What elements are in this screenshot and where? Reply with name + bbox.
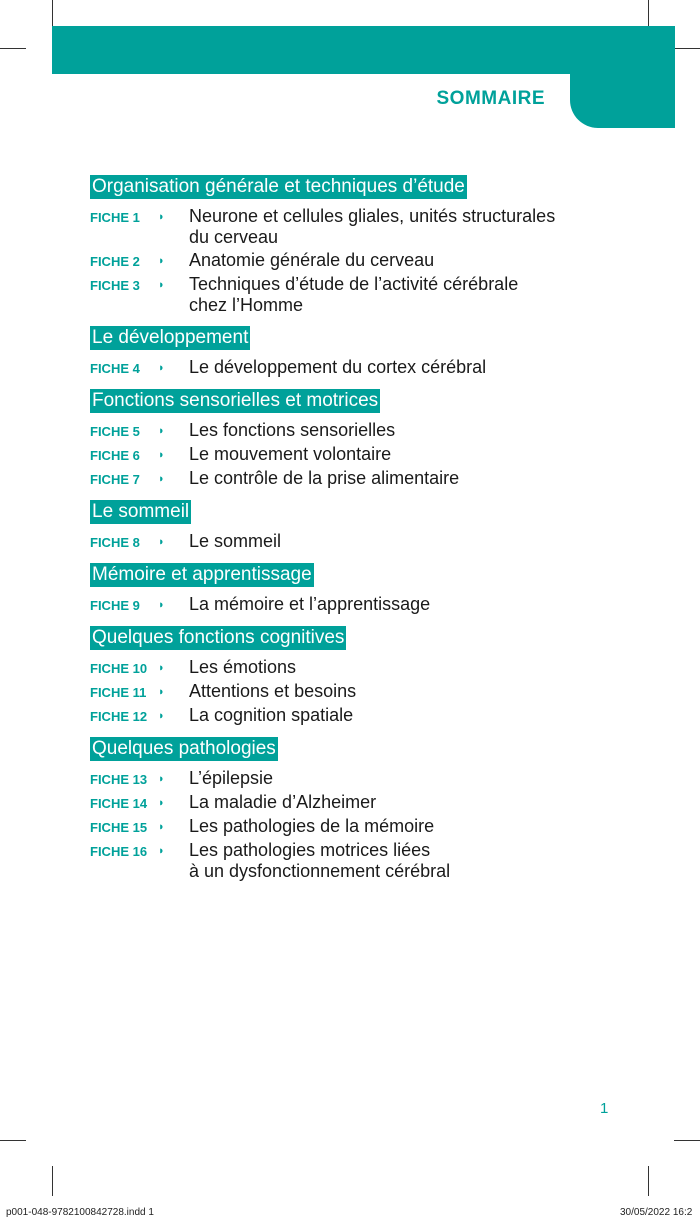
fiche-label: FICHE 7 (90, 472, 140, 487)
toc-entry[interactable] (90, 681, 610, 703)
arrow-bullet-icon: ◗ (158, 362, 165, 374)
fiche-label: FICHE 13 (90, 772, 148, 787)
fiche-label: FICHE 10 (90, 661, 148, 676)
arrow-bullet-icon: ◗ (158, 536, 165, 548)
crop-mark (674, 48, 700, 49)
crop-mark (648, 1166, 649, 1196)
toc-entry[interactable] (90, 816, 610, 838)
crop-mark (648, 0, 649, 26)
toc-entry[interactable] (90, 792, 610, 814)
arrow-bullet-icon: ◗ (158, 211, 165, 223)
fiche-label: FICHE 15 (90, 820, 148, 835)
toc-section (90, 175, 610, 316)
arrow-bullet-icon: ◗ (158, 710, 165, 722)
section-title: Le sommeil (92, 501, 190, 522)
entry-title-line: Anatomie générale du cerveau (189, 250, 435, 270)
entry-title-line: Les pathologies motrices liées (189, 840, 431, 860)
toc-entry[interactable] (90, 420, 610, 442)
toc-entry[interactable] (90, 657, 610, 679)
crop-mark (0, 48, 26, 49)
entry-title-line: L’épilepsie (189, 768, 274, 788)
arrow-bullet-icon: ◗ (158, 599, 165, 611)
entry-title-line: La maladie d’Alzheimer (189, 792, 377, 812)
entry-title (189, 357, 486, 378)
entry-title (189, 206, 555, 248)
section-title: Le développement (92, 327, 249, 348)
entry-title (189, 531, 281, 552)
toc-section (90, 326, 610, 379)
section-title: Mémoire et apprentissage (92, 564, 312, 585)
toc-entry[interactable] (90, 357, 610, 379)
entry-title (189, 594, 430, 615)
table-of-contents (90, 175, 610, 892)
entry-title-line: Techniques d’étude de l’activité cérébrale (189, 274, 519, 294)
page-title: SOMMAIRE (436, 88, 545, 109)
fiche-label: FICHE 1 (90, 210, 140, 225)
print-slug-file: p001-048-9782100842728.indd 1 (6, 1207, 154, 1218)
toc-entry[interactable] (90, 594, 610, 616)
toc-entry[interactable] (90, 531, 610, 553)
entry-title-line: à un dysfonctionnement cérébral (189, 861, 451, 881)
section-title: Quelques fonctions cognitives (92, 627, 345, 648)
entry-title-line: Le sommeil (189, 531, 282, 551)
toc-entry[interactable] (90, 468, 610, 490)
entry-title-line: Le contrôle de la prise alimentaire (189, 468, 460, 488)
section-title: Fonctions sensorielles et motrices (92, 390, 379, 411)
entry-title (189, 657, 296, 678)
entry-title (189, 681, 356, 702)
toc-entry[interactable] (90, 274, 610, 316)
crop-mark (52, 0, 53, 26)
fiche-label: FICHE 3 (90, 278, 140, 293)
arrow-bullet-icon: ◗ (158, 686, 165, 698)
entry-title-line: La cognition spatiale (189, 705, 354, 725)
fiche-label: FICHE 5 (90, 424, 140, 439)
arrow-bullet-icon: ◗ (158, 797, 165, 809)
entry-title-line: La mémoire et l’apprentissage (189, 594, 431, 614)
fiche-label: FICHE 2 (90, 254, 140, 269)
entry-title-line: Le mouvement volontaire (189, 444, 392, 464)
toc-entry[interactable] (90, 768, 610, 790)
fiche-label: FICHE 9 (90, 598, 140, 613)
page-number: 1 (600, 1100, 609, 1117)
toc-entry[interactable] (90, 444, 610, 466)
arrow-bullet-icon: ◗ (158, 255, 165, 267)
entry-title (189, 250, 434, 271)
entry-title (189, 420, 395, 441)
arrow-bullet-icon: ◗ (158, 425, 165, 437)
entry-title (189, 468, 459, 489)
crop-mark (52, 1166, 53, 1196)
arrow-bullet-icon: ◗ (158, 279, 165, 291)
arrow-bullet-icon: ◗ (158, 821, 165, 833)
crop-mark (674, 1140, 700, 1141)
fiche-label: FICHE 12 (90, 709, 148, 724)
entry-title-line: Neurone et cellules gliales, unités structurales (189, 206, 556, 226)
entry-title (189, 274, 518, 316)
entry-title (189, 816, 434, 837)
entry-title-line: du cerveau (189, 227, 279, 247)
toc-section (90, 389, 610, 490)
arrow-bullet-icon: ◗ (158, 845, 165, 857)
entry-title-line: Le développement du cortex cérébral (189, 357, 487, 377)
entry-title (189, 444, 391, 465)
entry-title-line: Attentions et besoins (189, 681, 357, 701)
entry-title-line: chez l’Homme (189, 295, 304, 315)
header-tab (570, 74, 675, 128)
entry-title (189, 768, 273, 789)
header-band (52, 26, 675, 74)
fiche-label: FICHE 6 (90, 448, 140, 463)
entry-title-line: Les fonctions sensorielles (189, 420, 396, 440)
print-slug-date: 30/05/2022 16:2 (620, 1207, 693, 1218)
toc-section (90, 737, 610, 882)
toc-entry[interactable] (90, 840, 610, 882)
fiche-label: FICHE 4 (90, 361, 140, 376)
fiche-label: FICHE 8 (90, 535, 140, 550)
arrow-bullet-icon: ◗ (158, 773, 165, 785)
arrow-bullet-icon: ◗ (158, 662, 165, 674)
toc-entry[interactable] (90, 705, 610, 727)
fiche-label: FICHE 14 (90, 796, 148, 811)
toc-section (90, 563, 610, 616)
section-title: Organisation générale et techniques d’étude (92, 176, 465, 197)
toc-section (90, 626, 610, 727)
crop-mark (0, 1140, 26, 1141)
fiche-label: FICHE 16 (90, 844, 148, 859)
arrow-bullet-icon: ◗ (158, 473, 165, 485)
fiche-label: FICHE 11 (90, 685, 147, 700)
entry-title (189, 840, 450, 882)
entry-title-line: Les émotions (189, 657, 297, 677)
entry-title (189, 792, 376, 813)
toc-entry[interactable] (90, 250, 610, 272)
toc-section (90, 500, 610, 553)
entry-title (189, 705, 353, 726)
toc-entry[interactable] (90, 206, 610, 248)
section-title: Quelques pathologies (92, 738, 276, 759)
arrow-bullet-icon: ◗ (158, 449, 165, 461)
entry-title-line: Les pathologies de la mémoire (189, 816, 435, 836)
